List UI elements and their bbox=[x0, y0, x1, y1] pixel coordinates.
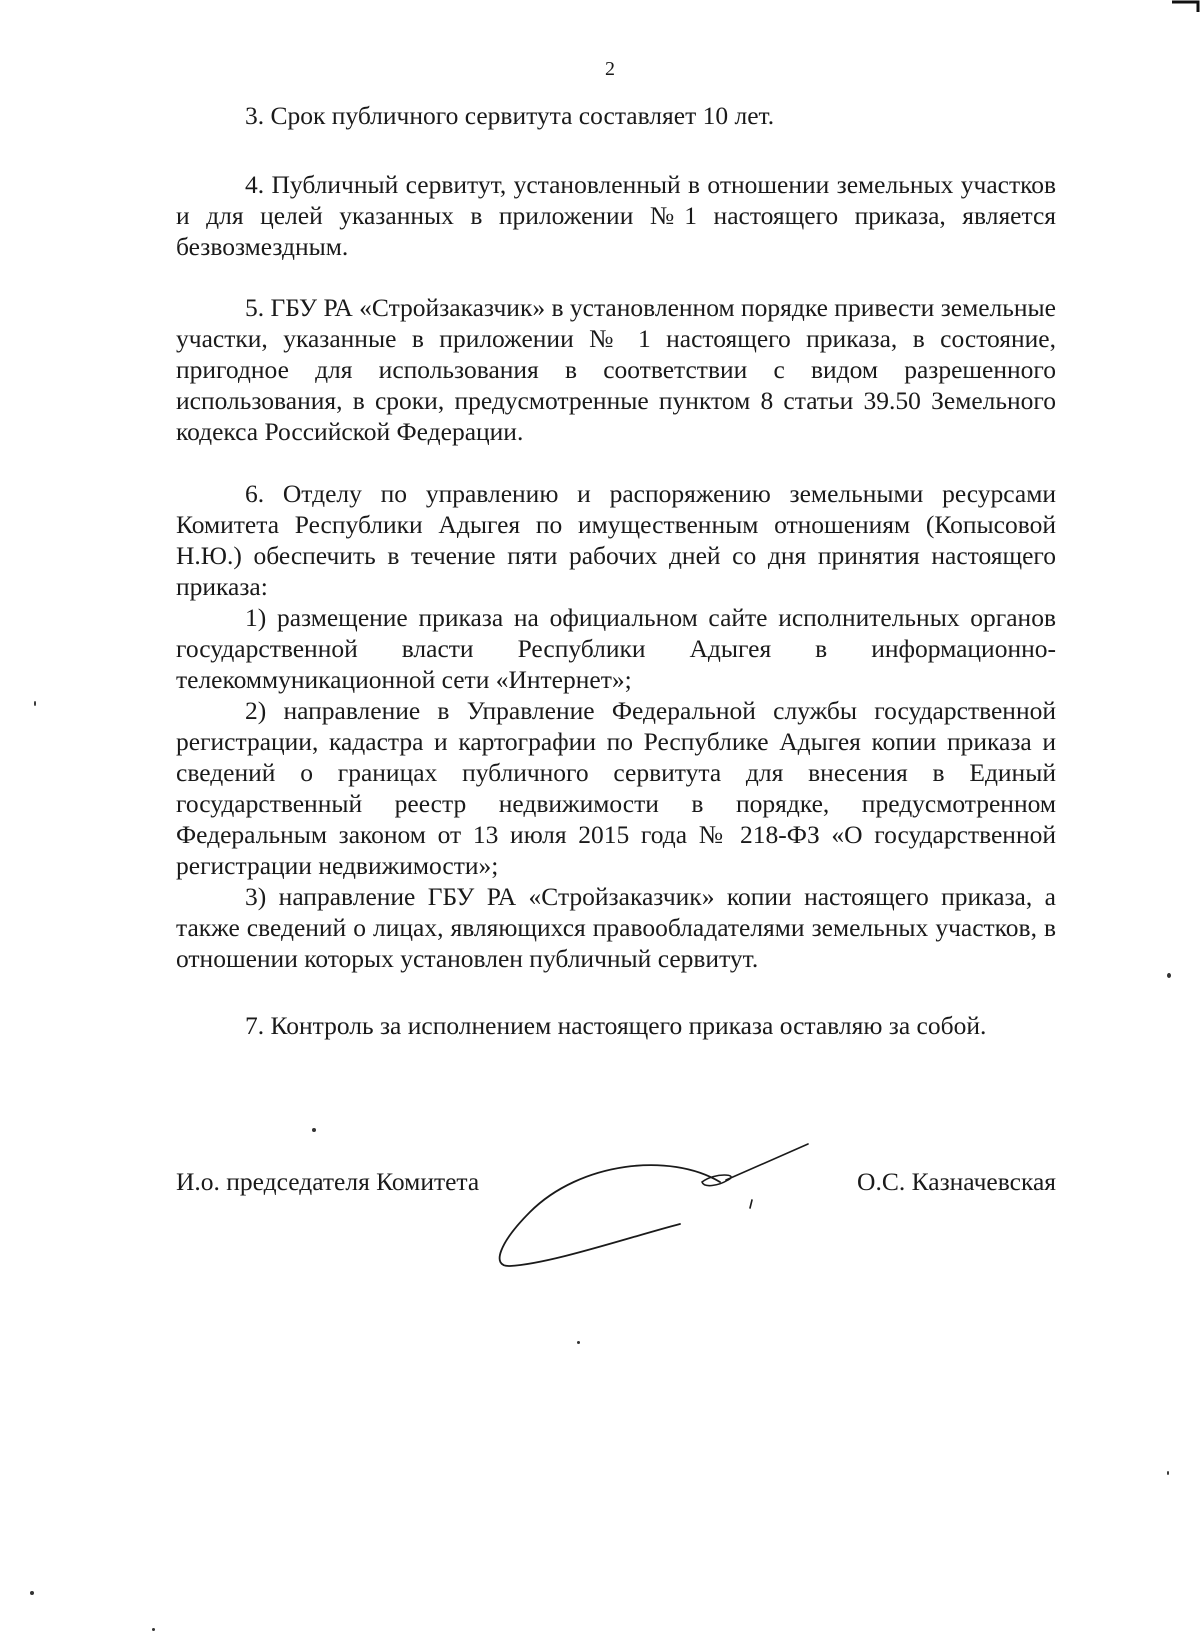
scan-speck bbox=[34, 701, 36, 706]
signer-name: О.С. Казначевская bbox=[857, 1167, 1056, 1196]
handwritten-signature bbox=[490, 1142, 820, 1272]
scan-speck bbox=[30, 1591, 34, 1595]
scan-speck bbox=[152, 1628, 155, 1631]
paragraph-5: 5. ГБУ РА «Стройзаказчик» в установленном порядке привести земельные участки, указанные в приложении № 1 настоящего приказа, в состояние, пригодное для использования в соответствии с видом разрешенного использования, в сроки, предусмотренные пунктом 8 статьи 39.50 Земельного кодекса Российской Федерации. bbox=[176, 293, 1056, 446]
paragraph-6: 6. Отделу по управлению и распоряжению земельными ресурсами Комитета Республики Адыгея по имущественным отношениям (Копысовой Н.Ю.) обеспечить в течение пяти рабочих дней со дня принятия настоящего приказа: bbox=[176, 479, 1056, 601]
scan-speck bbox=[577, 1341, 580, 1344]
paragraph-6-item-1: 1) размещение приказа на официальном сайте исполнительных органов государственной власти Республики Адыгея в информационно-телекоммуникационной сети «Интернет»; bbox=[176, 603, 1056, 694]
page-number: 2 bbox=[605, 58, 615, 80]
paragraph-4: 4. Публичный сервитут, установленный в отношении земельных участков и для целей указанных в приложении №1 настоящего приказа, является безвозмездным. bbox=[176, 170, 1056, 261]
signer-position: И.о. председателя Комитета bbox=[176, 1167, 480, 1196]
paragraph-3: 3. Срок публичного сервитута составляет 10 лет. bbox=[245, 101, 775, 130]
scan-speck bbox=[1167, 1471, 1169, 1475]
scan-corner-mark bbox=[1170, 0, 1200, 14]
paragraph-6-item-2: 2) направление в Управление Федеральной службы государственной регистрации, кадастра и картографии по Республике Адыгея копии приказа и сведений о границах публичного сервитута для внесения в Единый государственный реестр недвижимости в порядке, предусмотренном Федеральным законом от 13 июля 2015 года № 218-ФЗ «О государственной регистрации недвижимости»; bbox=[176, 696, 1056, 880]
paragraph-6-item-3: 3) направление ГБУ РА «Стройзаказчик» копии настоящего приказа, а также сведений о лицах, являющихся правообладателями земельных участков, в отношении которых установлен публичный сервитут. bbox=[176, 882, 1056, 973]
scan-speck bbox=[312, 1128, 316, 1132]
paragraph-7: 7. Контроль за исполнением настоящего приказа оставляю за собой. bbox=[245, 1011, 987, 1040]
scan-speck bbox=[1167, 973, 1171, 978]
